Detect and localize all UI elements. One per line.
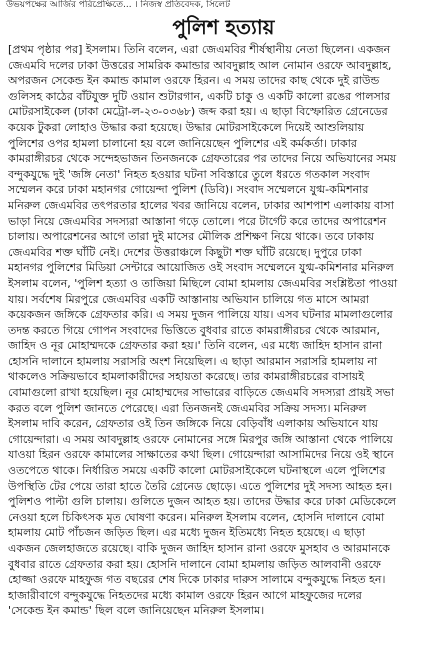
article-line: বুধবার রাতে গ্রেফতার করা হয়। হোসনি দালানে বোমা হামলায় জড়িত আলবানী ওরফে — [8, 557, 381, 571]
article-line: মোটরসাইকেল (ঢাকা মেট্রো-ল-২৩-০৩৬৮) জব্দ করা হয়। এ ছাড়া বিস্ফোরিত গ্রেনেডের — [8, 105, 388, 119]
article-line: পুলিশও পাল্টা গুলি চালায়। গুলিতে দুজন আহত হয়। তাদের উদ্ধার করে ঢাকা মেডিকেলে — [8, 495, 396, 509]
article-line: [প্রথম পৃষ্ঠার পর] ইসলাম। তিনি বলেন, এরা জেএমবির শীর্ষস্থানীয় নেতা ছিলেন। একজন — [8, 43, 391, 56]
article-line: তদন্ত করতে গিয়ে গোপন সংবাদের ভিত্তিতে বুধবার রাতে কামরাঙ্গীরচর থেকে আরমান, — [8, 323, 380, 337]
article-line: থাকলেও সক্রিয়ভাবে হামলাকারীদের সহায়তা করেছে। তার কামরাঙ্গীরচরের বাসায়ই — [8, 370, 365, 384]
article-line: জেএমবির শক্ত ঘাঁটি নেই। দেশের উত্তরাঞ্চলে কিছুটা শক্ত ঘাঁটি রয়েছে। দুপুরে ঢাকা — [8, 245, 362, 259]
article-line: ইসলাম বলেন, 'পুলিশ হত্যা ও তাজিয়া মিছিলে বোমা হামলায় জেএমবির সংশ্লিষ্টতা পাওয়া — [8, 276, 398, 290]
article-line: চালায়। অপারেশনের আগে তারা দুই মাসের মৌলিক প্রশিক্ষণ নিয়ে থাকে। তবে ঢাকায় — [8, 230, 375, 244]
article-line: যাওয়া হিরন ওরফে কামালের সাক্ষাতের কথা ছিল। গোয়েন্দারা আসামিদের নিয়ে ওই স্থানে — [8, 448, 394, 462]
article-line: সম্মেলন করে ঢাকা মহানগর গোয়েন্দা পুলিশ (ডিবি)। সংবাদ সম্মেলনে যুগ্ম-কমিশনার — [8, 183, 369, 197]
article-line: গোয়েন্দারা। এ সময় আবদুল্লাহ ওরফে নোমানের সঙ্গে মিরপুর জঙ্গি আস্তানা থেকে পালিয়ে — [8, 432, 393, 446]
article-line: জেএমবি দলের ঢাকা উত্তরের সামরিক কমান্ডার আবদুল্লাহ আল নোমান ওরফে আবদুল্লাহ, — [8, 58, 392, 72]
article-body — [8, 42, 440, 650]
article-line: হাজারীবাগে বন্দুকযুদ্ধে নিহতদের মধ্যে কামাল ওরফে হিরন আগে মাহফুজের দলের — [8, 588, 362, 602]
article-line: হোসনি দালানে হামলায় সরাসরি অংশ নিয়েছিল। এ ছাড়া আরমান সরাসরি হামলায় না — [8, 354, 378, 368]
page-title: পুলিশ হত্যায় — [172, 15, 275, 39]
article-line: ইসলাম দাবি করেন, গ্রেফতার ওই তিন জঙ্গিকে নিয়ে বেড়িবাঁধ এলাকায় অভিযানে যায় — [8, 417, 379, 431]
article-line: করত বলে পুলিশ জানতে পেরেছে। এরা তিনজনই জেএমবির সক্রিয় সদস্য। মনিরুল — [8, 401, 367, 415]
previous-article-strip: উভয়পক্ষের আর্জির পরিপ্রেক্ষিতে... । নিজস্ব প্রতিবেদক, সিলেট — [6, 0, 231, 10]
article-line: গুলিসহ কাঠের বাঁটযুক্ত দুটি ওয়ান শুটারগান, একটি চাকু ও একটি কালো রঙের পালসার — [8, 89, 391, 103]
article-line: বোমাগুলো রাখা হয়েছিল। নূর মোহাম্মদের সাভারের বাড়িতে জেএমবি সদস্যরা প্রায়ই সভা — [8, 386, 395, 400]
article-line: হামলায় মোট পাঁচজন জড়িত ছিল। এর মধ্যে দুজন ইতিমধ্যে নিহত হয়েছে। এ ছাড়া — [8, 526, 365, 540]
article-line: উপস্থিতি টের পেয়ে তারা হাতে তৈরি গ্রেনেড ছোড়ে। এতে পুলিশের দুই সদস্য আহত হন। — [8, 479, 393, 493]
article-line: অপরজন সেকেন্ড ইন কমান্ড কামাল ওরফে হিরন। এ সময় তাদের কাছ থেকে দুই রাউন্ড — [8, 74, 380, 88]
article-line: জাহিদ ও নূর মোহাম্মদকে গ্রেফতার করা হয়।' তিনি বলেন, এর মধ্যে জাহিদ হাসান রানা — [8, 339, 383, 353]
article-line: নেওয়া হলে চিকিৎসক মৃত ঘোষণা করেন। মনিরুল ইসলাম বলেন, হোসনি দালানে বোমা — [8, 510, 385, 524]
article-line: ওতপেতে থাকে। নির্ধারিত সময়ে একটি কালো মোটরসাইকেলে ঘটনাস্থলে এলে পুলিশের — [8, 464, 386, 478]
article-line: মনিরুল জেএমবির তৎপরতার হালের খবর জানিয়ে বলেন, ঢাকার আশপাশ এলাকায় বাসা — [8, 198, 394, 212]
article-line: বন্দুকযুদ্ধে দুই 'জঙ্গি নেতা' নিহত হওয়ার ঘটনা সবিস্তারে তুলে ধরতে গতকাল সংবাদ — [8, 167, 370, 181]
article-line: পুলিশের ওপর হামলা চালানো হয় বলে জানিয়েছেন পুলিশের এই কর্মকর্তা। ঢাকার — [8, 136, 357, 150]
article-line: ভাড়া নিয়ে জেএমবির সদস্যরা আস্তানা গড়ে তোলে। পরে টার্গেট করে তাদের অপারেশন — [8, 214, 387, 228]
article-line: 'সেকেন্ড ইন কমান্ড' ছিল বলে জানিয়েছেন মনিরুল ইসলাম। — [8, 604, 265, 618]
article-line: একজন জেলহাজতে রয়েছে। বাকি দুজন জাহিদ হাসান রানা ওরফে মুসহাব ও আরমানকে — [8, 542, 390, 555]
article-line: কয়েক টুকরা লোহাও উদ্ধার করা হয়েছে। উদ্ধার মোটরসাইকেলে দিয়েই আশুলিয়ায় — [8, 120, 365, 134]
article-line: হোজ্জা ওরফে মাহফুজ গত বছরের শেষ দিকে ঢাকার দারুস সালামে বন্দুকযুদ্ধে নিহত হন। — [8, 573, 386, 587]
article-line: যায়। সর্বশেষ মিরপুরে জেএমবির একটি আস্তানায় অভিযান চালিয়ে গত মাসে আমরা — [8, 292, 369, 306]
article-line: কয়েকজন জঙ্গিকে গ্রেফতার করি। এ সময় দুজন পালিয়ে যায়। এসব ঘটনার মামলাগুলোর — [8, 308, 393, 322]
article-line: মহানগর পুলিশের মিডিয়া সেন্টারে আয়োজিত ওই সংবাদ সম্মেলনে যুগ্ম-কমিশনার মনিরুল — [8, 261, 394, 275]
article-line: কামরাঙ্গীরচর থেকে সন্দেহভাজন তিনজনকে গ্রেফতারের পর তাদের নিয়ে অভিযানের সময় — [8, 152, 397, 166]
